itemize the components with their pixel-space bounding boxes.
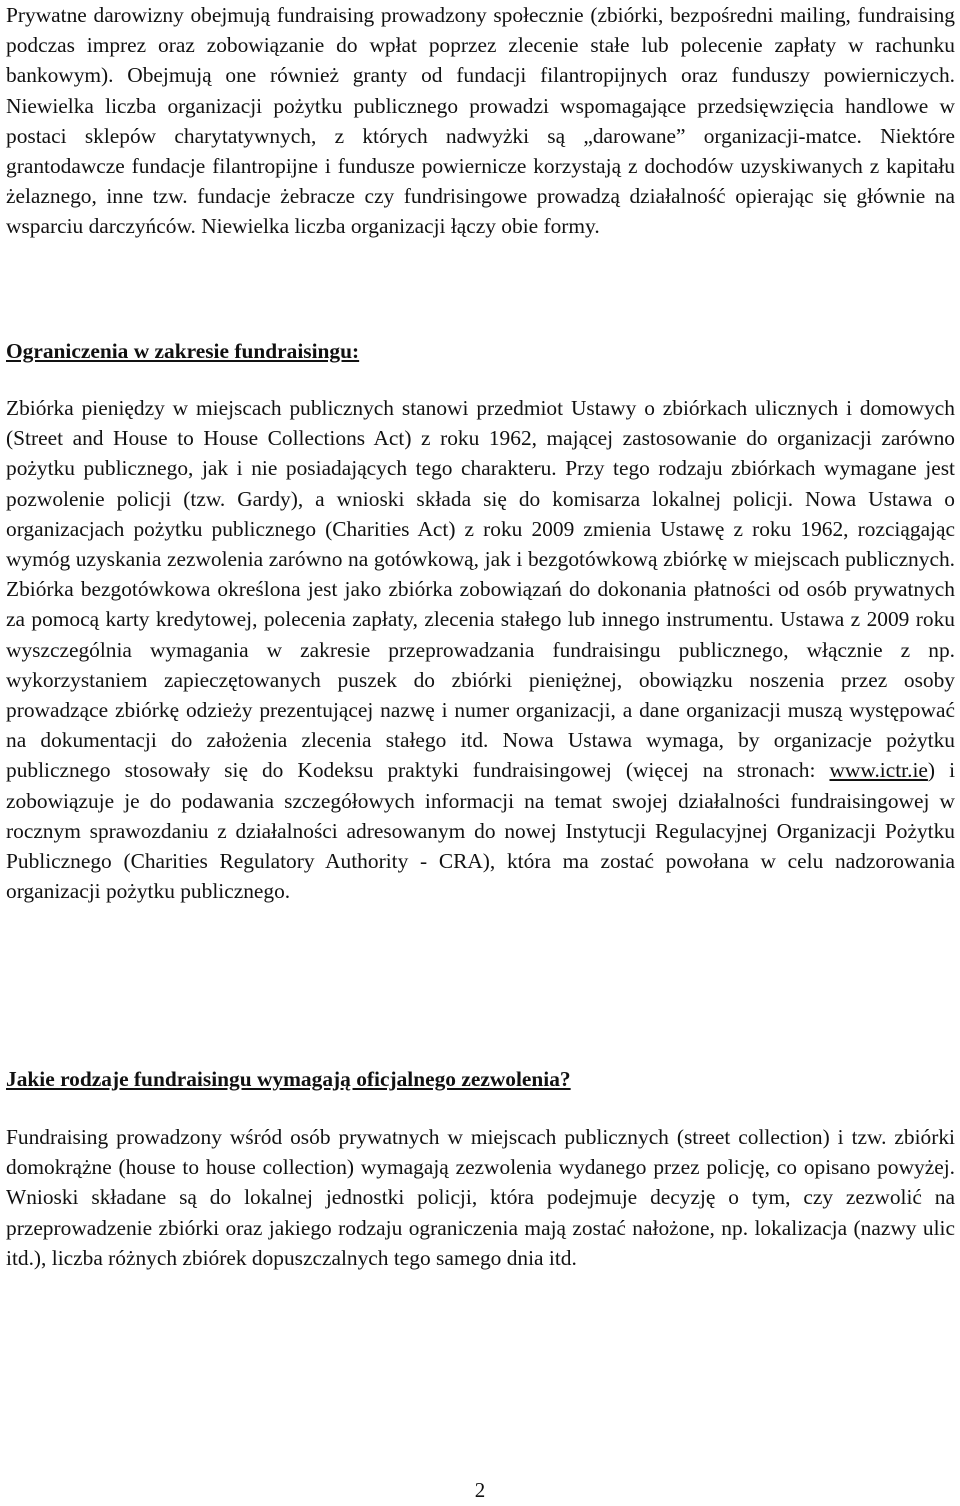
section-heading-permit-required: Jakie rodzaje fundraisingu wymagają oficjalnego zezwolenia? xyxy=(6,1067,571,1091)
paragraph-collection-law-text-before-link: Zbiórka pieniędzy w miejscach publicznych stanowi przedmiot Ustawy o zbiórkach ulicznych i domowych (Street and House to House Collections Act) z roku 1962, mającej zastosowanie do organizacji zarówno pożytku publicznego, jak i nie posiadających tego charakteru. Przy tego rodzaju zbiórkach wymagane jest pozwolenie policji (tzw. Gardy), a wnioski składa się do komisarza lokalnej policji. Nowa Ustawa o organizacjach pożytku publicznego (Charities Act) z roku 2009 zmienia Ustawę z roku 1962, rozciągając wymóg uzyskania zezwolenia zarówno na gotówkową, jak i bezgotówkową zbiórkę w miejscach publicznych. Zbiórka bezgotówkowa określona jest jako zbiórka zobowiązań do dokonania płatności od osób prywatnych za pomocą karty kredytowej, polecenia zapłaty, zlecenia stałego lub innego instrumentu. Ustawa z 2009 roku wyszczególnia wymagania w zakresie przeprowadzania fundraisingu publicznego, włącznie z np. wykorzystaniem zapieczętowanych puszek do zbiórki pieniężnej, obowiązku noszenia przez osoby prowadzące zbiórkę odzieży prezentującej nazwę i numer organizacji, a dane organizacji muszą występować na dokumentacji do założenia zlecenia stałego itd. Nowa Ustawa wymaga, by organizacje pożytku publicznego stosowały się do Kodeksu praktyki fundraisingowej (więcej na stronach: xyxy=(6,396,955,783)
ictr-link[interactable]: www.ictr.ie xyxy=(829,758,928,783)
page-number: 2 xyxy=(474,1478,486,1502)
paragraph-permit-details: Fundraising prowadzony wśród osób prywatnych w miejscach publicznych (street collection) i tzw. zbiórki domokrążne (house to house collection) wymagają zezwolenia wydanego przez policję, co opisano powyżej. Wnioski składane są do lokalnej jednostki policji, która podejmuje decyzję o tym, czy zezwolić na przeprowadzenie zbiórki oraz jakiego rodzaju ograniczenia mają zostać nałożone, np. lokalizacja (nazwy ulic itd.), liczba różnych zbiórek dopuszczalnych tego samego dnia itd. xyxy=(6,1125,955,1270)
section-heading-fundraising-restrictions: Ograniczenia w zakresie fundraisingu: xyxy=(6,339,360,363)
paragraph-collection-law-text-after-link: ) i zobowiązuje je do podawania szczegółowych informacji na temat swojej działalności fundraisingowej w rocznym sprawozdaniu z działalności adresowanym do nowej Instytucji Regulacyjnej Organizacji Pożytku Publicznego (Charities Regulatory Authority - CRA), która ma zostać powołana w celu nadzorowania organizacji pożytku publicznego. xyxy=(6,758,956,904)
paragraph-collection-law xyxy=(6,393,955,906)
paragraph-private-donations: Prywatne darowizny obejmują fundraising prowadzony społecznie (zbiórki, bezpośredni mailing, fundraising podczas imprez oraz zobowiązanie do wpłat poprzez zlecenie stałe lub polecenie zapłaty w rachunku bankowym). Obejmują one również granty od fundacji filantropijnych oraz funduszy powierniczych. Niewielka liczba organizacji pożytku publicznego prowadzi wspomagające przedsięwzięcia handlowe w postaci sklepów charytatywnych, z których nadwyżki są „darowane” organizacji-matce. Niektóre grantodawcze fundacje filantropijne i fundusze powiernicze korzystają z dochodów uzyskiwanych z kapitału żelaznego, inne tzw. fundacje żebracze czy fundrisingowe prowadzą działalność opierając się głównie na wsparciu darczyńców. Niewielka liczba organizacji łączy obie formy. xyxy=(6,3,955,239)
